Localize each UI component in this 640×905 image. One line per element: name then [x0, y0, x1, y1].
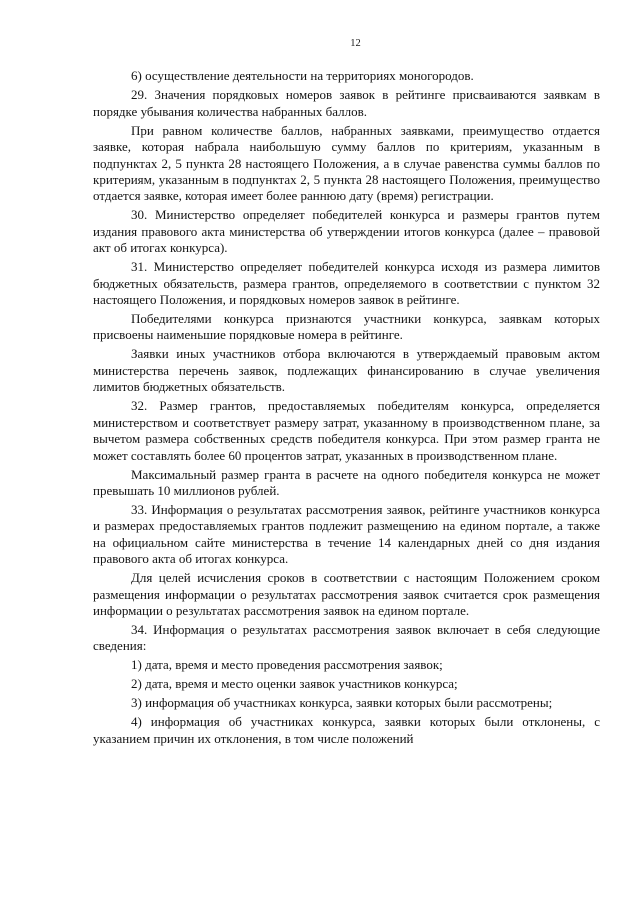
page-number: 12 [350, 38, 361, 49]
paragraph: Для целей исчисления сроков в соответствии с настоящим Положением сроком размещения информации о результатах рассмотрения заявок считается срок размещения информации о результатах рассмотрения заявок на едином портале. [93, 570, 600, 618]
paragraph: 30. Министерство определяет победителей конкурса и размеры грантов путем издания правового акта министерства об утверждении итогов конкурса (далее – правовой акт об итогах конкурса). [93, 207, 600, 256]
list-item: 4) информация об участниках конкурса, заявки которых были отклонены, с указанием причин их отклонения, в том числе положений [93, 714, 600, 746]
paragraph: 32. Размер грантов, предоставляемых победителям конкурса, определяется министерством и соответствует размеру затрат, указанному в производственном плане, за вычетом размера собственных средств победителя конкурса. При этом размер гранта не может составлять более 60 процентов затрат, указанных в производственном плане. [93, 398, 600, 463]
paragraph: Максимальный размер гранта в расчете на одного победителя конкурса не может превышать 10 миллионов рублей. [93, 466, 600, 498]
list-item: 1) дата, время и место проведения рассмотрения заявок; [131, 657, 443, 673]
paragraph: При равном количестве баллов, набранных заявками, преимущество отдается заявке, которая набрала наибольшую сумму баллов по критериям, указанным в подпунктах 2, 5 пункта 28 настоящего Положения, а в случае равенства суммы баллов по критериям, указанным в подпунктах 2, 5 пункта 28 настоящего Положения, преимущество отдается заявке, которая имеет более раннюю дату (время) регистрации. [93, 122, 600, 204]
paragraph: Заявки иных участников отбора включаются в утверждаемый правовым актом министерства перечень заявок, подлежащих финансированию в случае увеличения лимитов бюджетных обязательств. [93, 346, 600, 395]
paragraph: 34. Информация о результатах рассмотрения заявок включает в себя следующие сведения: [93, 621, 600, 654]
paragraph: 31. Министерство определяет победителей конкурса исходя из размера лимитов бюджетных обязательств, размера грантов, определяемого в соответствии с пунктом 32 настоящего Положения, и порядковых номеров заявок в рейтинге. [93, 259, 600, 308]
document-body [93, 68, 600, 747]
paragraph: 33. Информация о результатах рассмотрения заявок, рейтинге участников конкурса и размерах предоставляемых грантов подлежит размещению на едином портале, а также на официальном сайте министерства в течение 14 календарных дней со дня издания правового акта об итогах конкурса. [93, 501, 600, 567]
paragraph: Победителями конкурса признаются участники конкурса, заявкам которых присвоены наименьшие порядковые номера в рейтинге. [93, 311, 600, 343]
paragraph: 6) осуществление деятельности на территориях моногородов. [131, 68, 474, 84]
paragraph: 29. Значения порядковых номеров заявок в рейтинге присваиваются заявкам в порядке убывания количества набранных баллов. [93, 87, 600, 119]
list-item: 2) дата, время и место оценки заявок участников конкурса; [131, 676, 458, 692]
list-item: 3) информация об участниках конкурса, заявки которых были рассмотрены; [131, 695, 553, 711]
